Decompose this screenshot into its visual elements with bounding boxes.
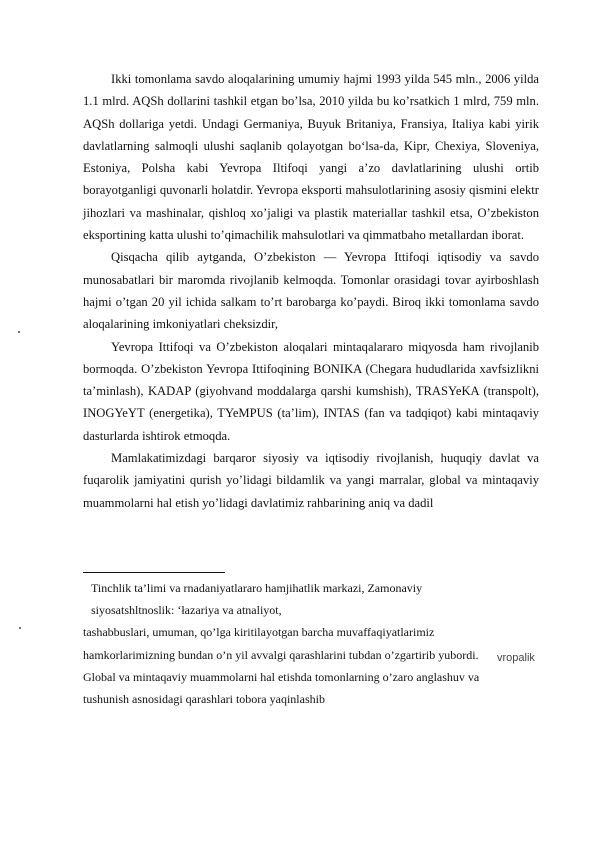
footnote-line: Tinchlik ta’limi va rnadaniyatlararo hamjihatlik markazi, Zamonaviy xyxy=(91,581,423,595)
paragraph-development: Mamlakatimizdagi barqaror siyosiy va iqtisodiy rivojlanish, huquqiy davlat va fuqarolik jamiyatini qurish yo’lidagi bildamlik va yangi marralar, global va mintaqaviy muammolarni hal etish yo’lidagi davlatimiz rahbarining aniq va dadil xyxy=(83,451,539,510)
footnote-block xyxy=(83,577,583,710)
margin-mark xyxy=(19,627,21,629)
overlay-word: vropalik xyxy=(497,652,535,664)
margin-mark xyxy=(18,331,20,333)
paragraph-trade-volume: Ikki tomonlama savdo aloqalarining umumiy hajmi 1993 yilda 545 mln., 2006 yilda 1.1 mlrd. AQSh dollarini tashkil etgan bo’lsa, 2010 yilda bu ko’rsatkich 1 mlrd, 759 mln. AQSh dollariga yetdi. Undagi Germaniya, Buyuk Britaniya, Fransiya, Italiya kabi yirik davlatlarning salmoqli ulushi saqlanib qolayotgan boʻlsa-da, Kipr, Chexiya, Sloveniya, Estoniya, Polsha kabi Yevropa Iltifoqi yangi a’zo davlatlarining ulushi ortib borayotganligi quvonarli holatdir. Yevropa eksporti mahsulotlarining asosiy qismini elektr jihozlari va mashinalar, qishloq xo’jaligi va plastik materiallar tashkil etsa, O’zbekiston eksportining katta ulushi to’qimachilik mahsulotlari va qimmatbaho metallardan iborat. xyxy=(83,72,539,243)
paragraph-regional-programs: Yevropa Ittifoqi va O’zbekiston aloqalari mintaqalararo miqyosda ham rivojlanib bormoqda. O’zbekiston Yevropa Ittifoqining BONIKA (Chegara hududlarida xavfsizlikni ta’minlash), KADAP (giyohvand moddalarga qarshi kumshish), TRASYeKA (transpolt), INOGYeYT (energetika), TYeMPUS (ta’lim), INTAS (fan va tadqiqot) kabi mintaqaviy dasturlarda ishtirok etmoqda. xyxy=(83,339,539,443)
footnote-separator xyxy=(83,572,225,573)
body-text xyxy=(83,68,539,514)
footnote-line: tushunish asnosidagi qarashlari tobora yaqinlashib xyxy=(83,692,325,707)
paragraph-summary: Qisqacha qilib aytganda, O’zbekiston — Yevropa Ittifoqi iqtisodiy va savdo munosabatlari bir maromda rivojlanib kelmoqda. Tomonlar orasidagi tovar ayirboshlash hajmi o’tgan 20 yil ichida salkam to’rt barobarga ko’paydi. Biroq ikki tomonlama savdo aloqalarining imkoniyatlari cheksizdir, xyxy=(83,250,539,332)
footnote-line: siyosatshltnoslik: ‘łazariya va atnaliyot, xyxy=(91,603,282,618)
footnote-line: Global va mintaqaviy muammolarni hal etishda tomonlarning o’zaro anglashuv va xyxy=(83,669,480,684)
footnote-line: tashabbuslari, umuman, qo’lga kiritilayotgan barcha muvaffaqiyatlarimiz xyxy=(83,625,435,640)
footnote-line: hamkorlarimizning bundan o’n yil avvalgi qarashlarini tubdan o’zgartirib yubordi. xyxy=(83,647,479,662)
